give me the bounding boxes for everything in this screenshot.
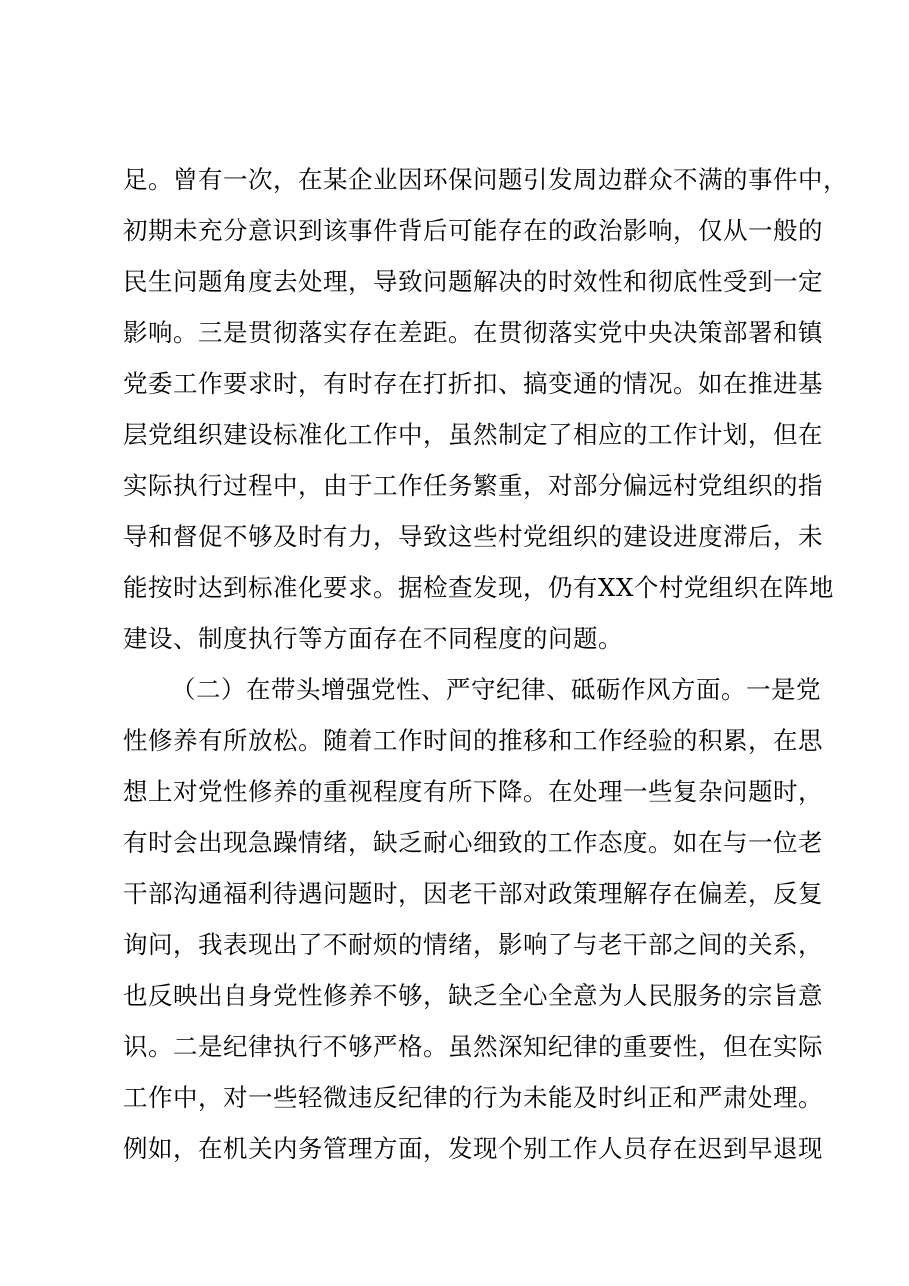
text-line: 也反映出自身党性修养不够，缺乏全心全意为人民服务的宗旨意 — [123, 981, 823, 1010]
text-line: 识。二是纪律执行不够严格。虽然深知纪律的重要性，但在实际 — [123, 1032, 823, 1061]
text-line: 影响。三是贯彻落实存在差距。在贯彻落实党中央决策部署和镇 — [123, 318, 823, 347]
text-line: 党委工作要求时，有时存在打折扣、搞变通的情况。如在推进基 — [123, 369, 823, 398]
text-line: 民生问题角度去处理，导致问题解决的时效性和彻底性受到一定 — [123, 267, 823, 296]
text-line: 性修养有所放松。随着工作时间的推移和工作经验的积累，在思 — [123, 726, 823, 755]
text-line: 想上对党性修养的重视程度有所下降。在处理一些复杂问题时， — [123, 777, 823, 806]
text-line: 有时会出现急躁情绪，缺乏耐心细致的工作态度。如在与一位老 — [123, 828, 823, 857]
text-line: 实际执行过程中，由于工作任务繁重，对部分偏远村党组织的指 — [123, 471, 823, 500]
text-line: 导和督促不够及时有力，导致这些村党组织的建设进度滞后，未 — [123, 522, 823, 551]
text-line: 足。曾有一次，在某企业因环保问题引发周边群众不满的事件中， — [123, 165, 848, 194]
text-line: 干部沟通福利待遇问题时，因老干部对政策理解存在偏差，反复 — [123, 879, 823, 908]
text-line: 工作中，对一些轻微违反纪律的行为未能及时纠正和严肃处理。 — [123, 1083, 823, 1112]
text-line: 建设、制度执行等方面存在不同程度的问题。 — [123, 624, 623, 653]
text-line: 询问，我表现出了不耐烦的情绪，影响了与老干部之间的关系， — [123, 930, 823, 959]
section-heading-line: （二）在带头增强党性、严守纪律、砥砺作风方面。一是党 — [171, 675, 821, 704]
text-line: 初期未充分意识到该事件背后可能存在的政治影响，仅从一般的 — [123, 216, 823, 245]
text-line: 能按时达到标准化要求。据检查发现，仍有XX个村党组织在阵地 — [123, 573, 834, 602]
text-line: 层党组织建设标准化工作中，虽然制定了相应的工作计划，但在 — [123, 420, 823, 449]
text-line: 例如，在机关内务管理方面，发现个别工作人员存在迟到早退现 — [123, 1134, 823, 1163]
body-text — [123, 154, 848, 1174]
